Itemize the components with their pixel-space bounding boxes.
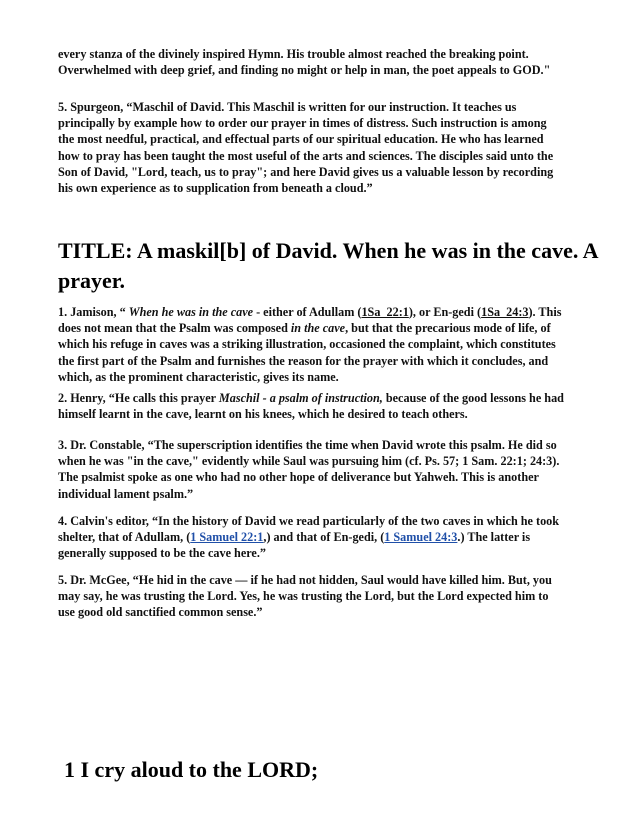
text-line: 4. Calvin's editor, “In the history of David we read particularly of the two caves in which he took [58,514,560,528]
section-title [58,236,598,296]
verse-heading: 1 I cry aloud to the LORD; [64,757,319,782]
text-line: Son of David, "Lord, teach, us to pray"; and here David gives us a valuable lesson by recording [58,164,554,179]
text-segment: 1. Jamison, “ [58,305,129,319]
text-line: principally by example how to order our prayer in times of distress. Such instruction is among [58,116,547,131]
text-line: Overwhelmed with deep grief, and finding no might or help in man, the poet appeals to GOD." [58,63,551,78]
constable-paragraph [58,437,584,502]
text-segment: , but that the precarious mode of life, of [345,321,551,336]
text-segment: because of the good lessons he had [382,391,564,405]
text-segment: .) The latter is [457,530,531,545]
henry-paragraph [58,390,584,422]
text-line [58,390,584,406]
text-line [58,320,584,336]
text-line: 5. Dr. McGee, “He hid in the cave — if he had not hidden, Saul would have killed him. But, you [58,573,552,587]
text-line [58,304,584,320]
text-line: The psalmist spoke as one who had no other hope of deliverance but Yahweh. This is another [58,470,539,485]
text-line: the first part of the Psalm and furnishes the reason for the prayer with which it concludes, and [58,353,549,368]
mcgee-paragraph [58,572,584,621]
text-line: his own experience as to supplication from beneath a cloud.” [58,181,373,196]
text-segment: ). This [528,305,562,319]
calvin-paragraph [58,513,584,562]
scripture-reference-link[interactable]: 1Sa_24:3 [481,305,529,319]
italic-phrase: in the cave [290,321,346,336]
scripture-reference-link[interactable]: 1 Samuel 22:1 [190,530,264,545]
text-line: every stanza of the divinely inspired Hymn. His trouble almost reached the breaking point. [58,47,529,61]
text-segment: - either of Adullam ( [253,305,362,319]
italic-phrase: Maschil - a psalm of instruction, [218,391,383,405]
text-line: the most needful, practical, and effectual parts of our spiritual education. He who has learned [58,132,544,147]
text-line: may say, he was trusting the Lord. Yes, he was trusting the Lord, but the Lord expected him to [58,589,549,604]
intro-paragraph [58,46,584,78]
text-segment: ), or En-gedi ( [408,305,482,319]
text-line: how to pray has been taught the most useful of the arts and sciences. The disciples said unto the [58,148,554,163]
spurgeon-paragraph [58,99,584,196]
scripture-reference-link[interactable]: 1 Samuel 24:3 [384,530,458,545]
italic-phrase: When he was in the cave [128,305,254,319]
text-line: 5. Spurgeon, “Maschil of David. This Maschil is written for our instruction. It teaches us [58,100,517,114]
text-line: use good old sanctified common sense.” [58,605,263,620]
text-line: when he was "in the cave," evidently while Saul was pursuing him (cf. Ps. 57; 1 Sam. 22:1; 24:3). [58,454,560,469]
text-line: generally supposed to be the cave here.” [58,546,266,561]
text-line: himself learnt in the cave, learnt on his knees, which he desired to teach others. [58,407,468,422]
text-line: individual lament psalm.” [58,486,194,501]
title-line: TITLE: A maskil[b] of David. When he was in the cave. A [58,238,599,263]
jamison-paragraph [58,304,584,385]
title-line: prayer. [58,268,126,293]
text-line [58,529,584,545]
scripture-reference-link[interactable]: 1Sa_22:1 [361,305,409,319]
text-segment: shelter, that of Adullam, ( [58,530,191,545]
text-segment: 2. Henry, “He calls this prayer [58,391,219,405]
text-line: which his refuge in caves was a striking illustration, occasioned the complaint, which constitutes [58,337,556,352]
text-segment: ,) and that of En-gedi, ( [263,530,385,545]
text-line: 3. Dr. Constable, “The superscription identifies the time when David wrote this psalm. He did so [58,438,557,452]
text-segment: does not mean that the Psalm was composed [58,321,291,336]
text-line: which, as the prominent characteristic, gives its name. [58,369,339,384]
